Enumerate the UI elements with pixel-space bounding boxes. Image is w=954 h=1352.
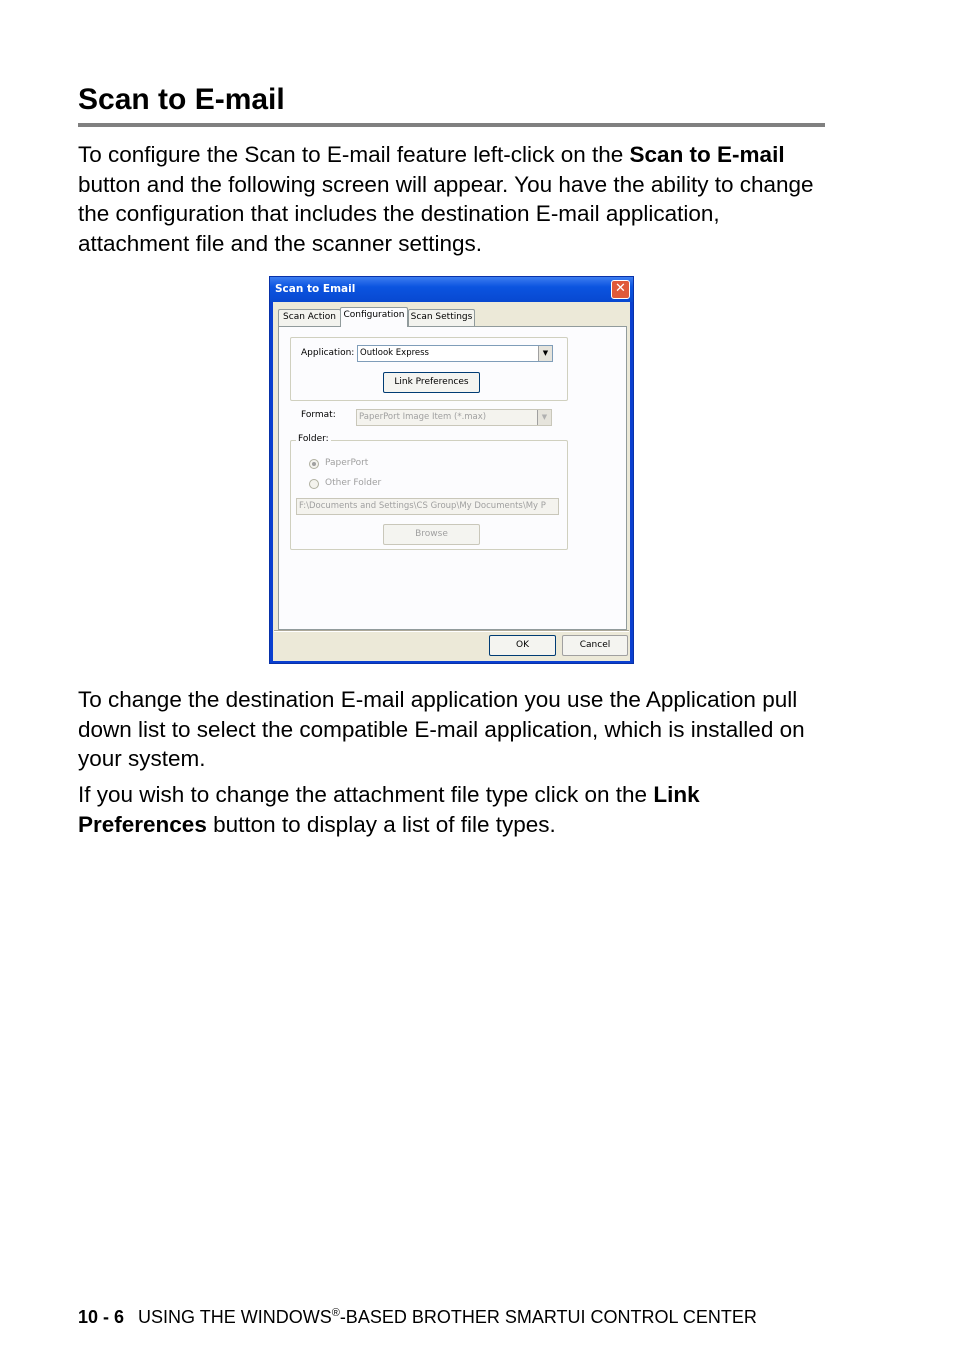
intro-text-cont: button and the following screen will appear. You have the ability to change the configuration that includes the destination E-mail application, attachment file and the scanner settings. [78, 171, 814, 256]
link-preferences-paragraph [78, 780, 828, 839]
folder-group [290, 434, 568, 550]
radio-paperport-label: PaperPort [325, 458, 369, 468]
intro-bold: Scan to E-mail [629, 142, 785, 167]
tab-scan-settings[interactable]: Scan Settings [408, 309, 475, 326]
application-group [290, 337, 568, 401]
configuration-panel [278, 326, 627, 630]
tab-configuration[interactable]: Configuration [340, 307, 408, 327]
page-title: Scan to E-mail [78, 83, 285, 116]
para3-text: If you wish to change the attachment file type click on the [78, 782, 654, 807]
dialog-client [273, 302, 630, 661]
dialog-title: Scan to Email [275, 283, 356, 295]
para3-bold: Link Preferences [78, 782, 700, 837]
application-label: Application: [301, 348, 355, 358]
application-dropdown[interactable] [357, 345, 553, 362]
close-icon[interactable]: ✕ [611, 280, 630, 299]
scan-to-email-dialog [269, 276, 634, 664]
intro-paragraph [78, 140, 828, 258]
browse-button[interactable]: Browse [383, 524, 480, 545]
dialog-separator [274, 630, 629, 632]
application-paragraph: To change the destination E-mail application you use the Application pull down list to select the compatible E-mail application, which is installed on your system. [78, 687, 805, 771]
cancel-button[interactable]: Cancel [562, 635, 628, 656]
para3-text-cont: button to display a list of file types. [206, 811, 556, 837]
tab-scan-action[interactable]: Scan Action [278, 309, 341, 326]
page-footer [78, 1301, 757, 1329]
chevron-down-icon[interactable]: ▼ [537, 410, 551, 425]
page-number: 10 - 6 [78, 1307, 125, 1327]
folder-path-field[interactable]: F:\Documents and Settings\CS Group\My Documents\My P [296, 498, 559, 515]
format-value: PaperPort Image Item (*.max) [359, 412, 487, 422]
footer-text-cont: -BASED BROTHER SMARTUI CONTROL CENTER [339, 1307, 757, 1327]
folder-label: Folder: [298, 434, 329, 444]
radio-other-folder-label: Other Folder [325, 478, 382, 488]
title-rule [78, 123, 825, 127]
radio-paperport[interactable] [309, 459, 319, 469]
link-preferences-button[interactable]: Link Preferences [383, 372, 480, 393]
footer-text: USING THE WINDOWS [138, 1307, 332, 1327]
ok-button[interactable]: OK [489, 635, 556, 656]
dialog-titlebar[interactable] [270, 277, 633, 302]
format-dropdown[interactable] [356, 409, 552, 426]
format-label: Format: [301, 410, 336, 420]
application-value: Outlook Express [360, 348, 429, 358]
radio-other-folder[interactable] [309, 479, 319, 489]
registered-mark: ® [331, 1307, 340, 1319]
chevron-down-icon[interactable]: ▼ [538, 346, 552, 361]
intro-text: To configure the Scan to E-mail feature left-click on the [78, 142, 630, 167]
